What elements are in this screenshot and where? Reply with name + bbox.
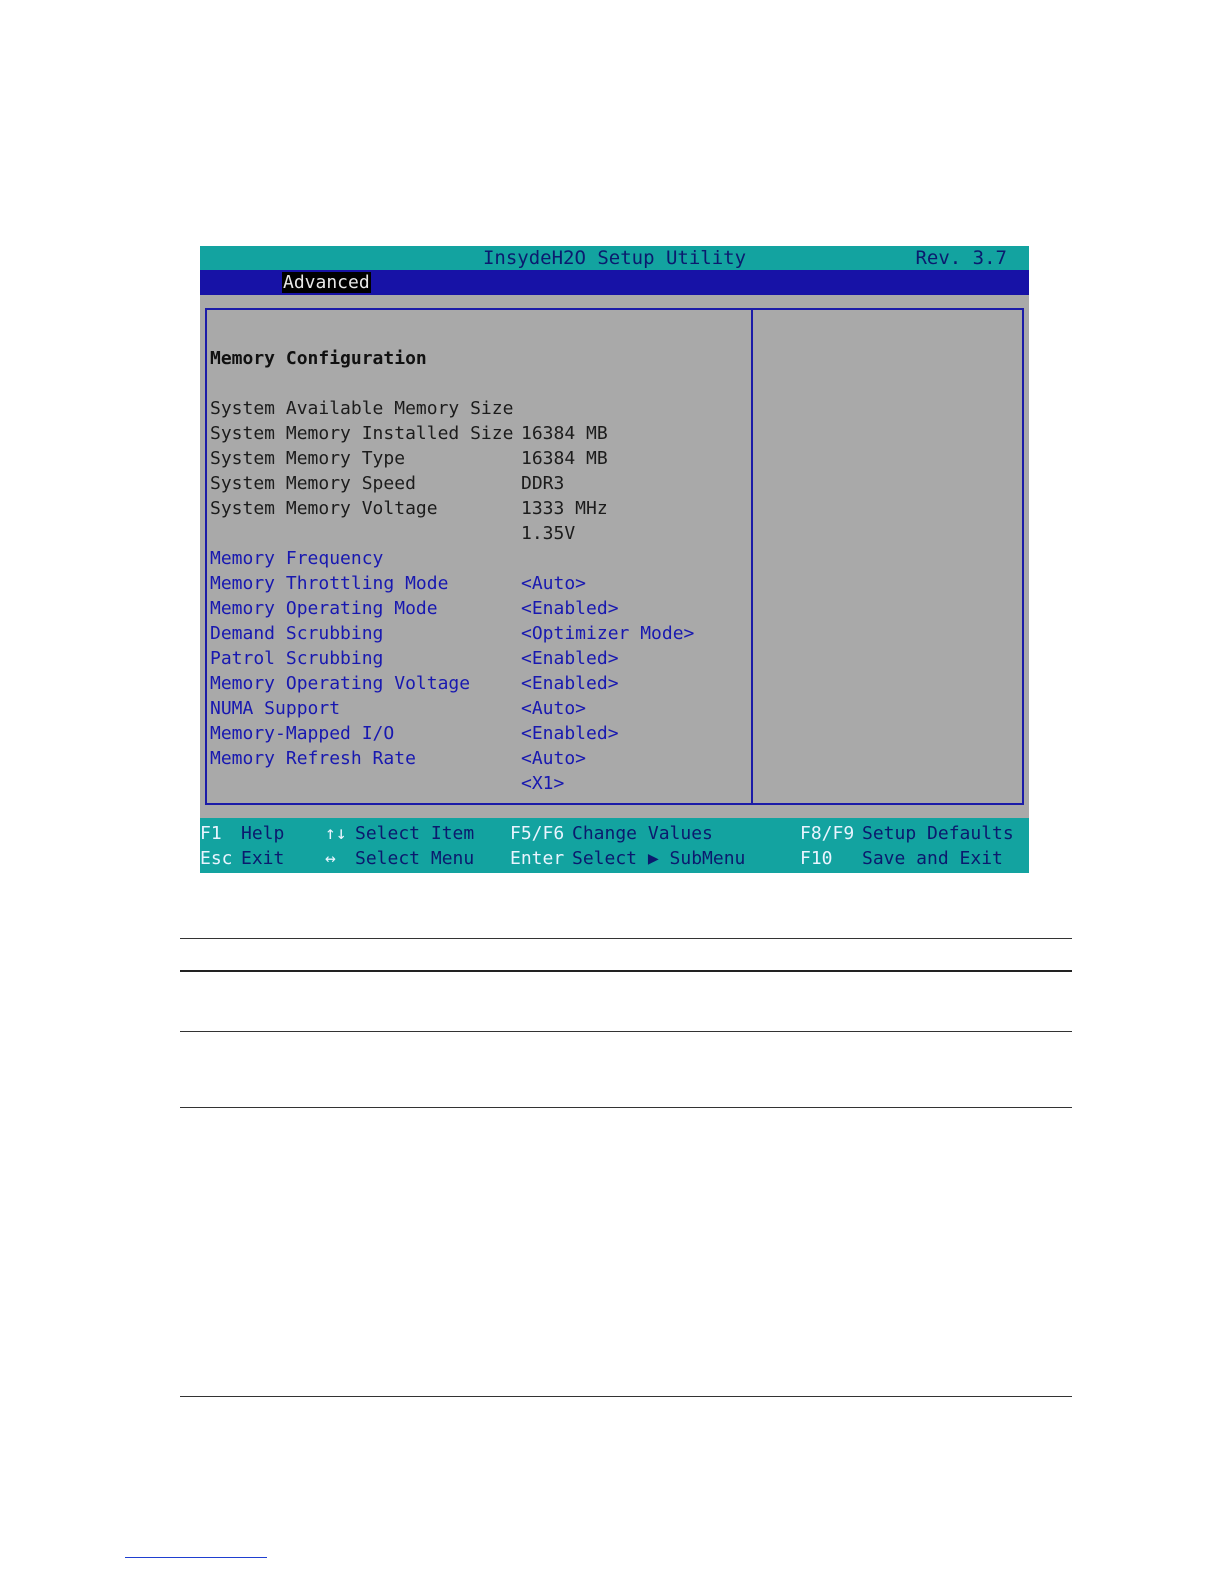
option-label: Memory Operating Voltage bbox=[210, 673, 471, 694]
info-value: 1.35V bbox=[521, 523, 576, 544]
option-label: Patrol Scrubbing bbox=[210, 648, 384, 669]
info-value: 16384 MB bbox=[521, 423, 608, 444]
page-rule-bottom bbox=[180, 1396, 1072, 1397]
footer-f8f9 bbox=[800, 821, 854, 846]
option-value[interactable]: <X1> bbox=[521, 773, 565, 794]
footer-help bbox=[200, 821, 222, 846]
esc-key-label: Esc bbox=[200, 848, 233, 869]
info-value: 1333 MHz bbox=[521, 498, 608, 519]
option-label: Memory-Mapped I/O bbox=[210, 723, 395, 744]
updown-arrows-icon: ↑↓ bbox=[325, 823, 347, 844]
window-title: InsydeH2O Setup Utility bbox=[482, 247, 747, 269]
footer-enter-text: Select ▶ SubMenu bbox=[572, 848, 746, 869]
tab-advanced[interactable]: Advanced bbox=[283, 272, 370, 293]
key-help-footer bbox=[200, 818, 1029, 873]
info-label: System Memory Installed Size bbox=[210, 423, 514, 444]
table-rule-middle bbox=[180, 1031, 1072, 1032]
footer-esc-text: Exit bbox=[241, 848, 285, 869]
leftright-arrows-icon: ↔ bbox=[325, 848, 336, 869]
enter-key-label: Enter bbox=[510, 848, 565, 869]
footer-f5f6-text: Change Values bbox=[572, 823, 713, 844]
option-label: Memory Frequency bbox=[210, 548, 384, 569]
footnote-separator bbox=[125, 1557, 267, 1558]
option-value[interactable]: <Auto> bbox=[521, 573, 587, 594]
info-value: 16384 MB bbox=[521, 448, 608, 469]
option-label: NUMA Support bbox=[210, 698, 341, 719]
option-label: Demand Scrubbing bbox=[210, 623, 384, 644]
option-label: Memory Operating Mode bbox=[210, 598, 438, 619]
option-label: Memory Throttling Mode bbox=[210, 573, 449, 594]
section-title: Memory Configuration bbox=[210, 348, 427, 369]
revision-label: Rev. 3.7 bbox=[915, 247, 1007, 269]
f10-key-label: F10 bbox=[800, 848, 833, 869]
footer-help-text: Help bbox=[241, 823, 285, 844]
footer-updown bbox=[325, 821, 347, 846]
bios-setup-screen bbox=[200, 246, 1029, 873]
footer-leftright bbox=[325, 846, 336, 871]
info-value: DDR3 bbox=[521, 473, 565, 494]
f1-key-label: F1 bbox=[200, 823, 222, 844]
table-rule-top bbox=[180, 938, 1072, 939]
info-label: System Memory Speed bbox=[210, 473, 416, 494]
menu-bar bbox=[200, 270, 1029, 295]
option-value[interactable]: <Enabled> bbox=[521, 673, 619, 694]
option-value[interactable]: <Enabled> bbox=[521, 723, 619, 744]
option-value[interactable]: <Enabled> bbox=[521, 598, 619, 619]
option-value[interactable]: <Auto> bbox=[521, 698, 587, 719]
footer-esc bbox=[200, 846, 233, 871]
info-label: System Available Memory Size bbox=[210, 398, 514, 419]
footer-f10 bbox=[800, 846, 833, 871]
info-label: System Memory Voltage bbox=[210, 498, 438, 519]
footer-updown-text: Select Item bbox=[355, 823, 475, 844]
option-label: Memory Refresh Rate bbox=[210, 748, 416, 769]
title-bar bbox=[200, 246, 1029, 270]
f8f9-key-label: F8/F9 bbox=[800, 823, 855, 844]
footer-f5f6 bbox=[510, 821, 564, 846]
option-value[interactable]: <Enabled> bbox=[521, 648, 619, 669]
f5f6-key-label: F5/F6 bbox=[510, 823, 565, 844]
footer-f10-text: Save and Exit bbox=[862, 848, 1003, 869]
option-value[interactable]: <Optimizer Mode> bbox=[521, 623, 695, 644]
table-rule-bottom bbox=[180, 1107, 1072, 1108]
table-rule-header bbox=[180, 970, 1072, 972]
footer-f8f9-text: Setup Defaults bbox=[862, 823, 1014, 844]
help-panel bbox=[753, 308, 1024, 805]
info-label: System Memory Type bbox=[210, 448, 406, 469]
footer-enter bbox=[510, 846, 564, 871]
option-value[interactable]: <Auto> bbox=[521, 748, 587, 769]
footer-leftright-text: Select Menu bbox=[355, 848, 475, 869]
